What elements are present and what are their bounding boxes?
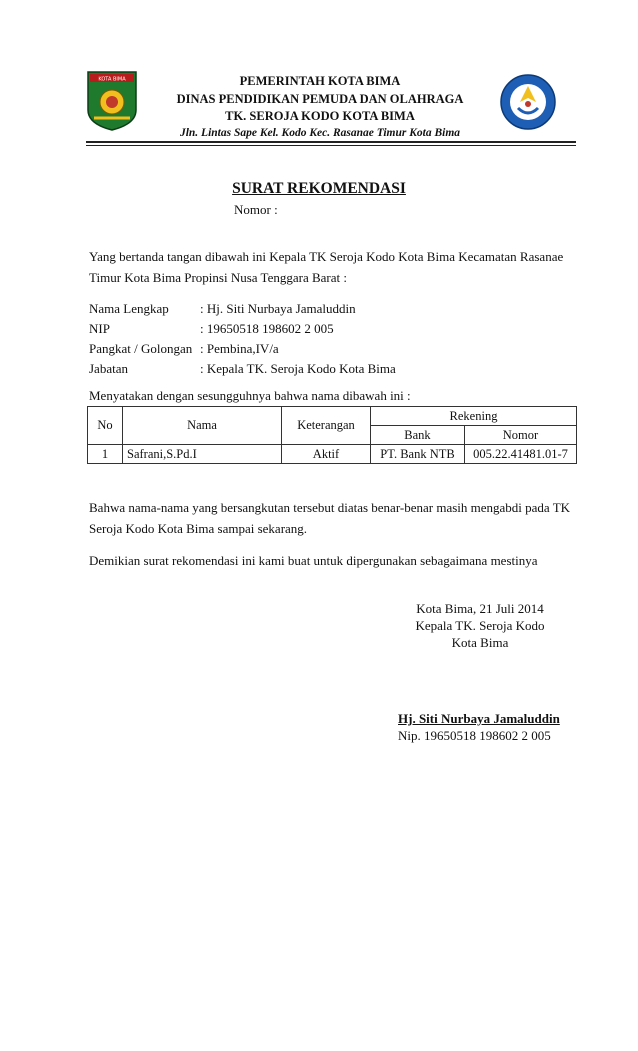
letterhead-address: Jln. Lintas Sape Kel. Kodo Kec. Rasanae Timur Kota Bima (179, 127, 461, 139)
identity-rank-row (89, 339, 279, 359)
letterhead-line1: PEMERINTAH KOTA BIMA (239, 74, 401, 88)
signature-position-1: Kepala TK. Seroja Kodo (415, 618, 545, 633)
tut-wuri-handayani-logo (498, 72, 558, 132)
header-keterangan: Keterangan (282, 407, 371, 445)
body-paragraph-2: Demikian surat rekomendasi ini kami buat untuk dipergunakan sebagaimana mestinya (89, 553, 538, 568)
header-nama: Nama (123, 407, 282, 445)
statement-line: Menyatakan dengan sesungguhnya bahwa nama dibawah ini : (89, 388, 411, 403)
identity-value: : Pembina,IV/a (200, 341, 279, 356)
cell-nama: Safrani,S.Pd.I (123, 445, 282, 464)
letterhead-line3: TK. SEROJA KODO KOTA BIMA (225, 109, 415, 123)
kota-bima-logo (86, 70, 138, 132)
cell-bank: PT. Bank NTB (371, 445, 465, 464)
header-nomor: Nomor (465, 426, 577, 445)
cell-nomor: 005.22.41481.01-7 (465, 445, 577, 464)
table-header-row (88, 407, 577, 426)
letterhead-rule-thin (86, 145, 576, 146)
header-rekening: Rekening (371, 407, 577, 426)
header-bank: Bank (371, 426, 465, 445)
cell-keterangan: Aktif (282, 445, 371, 464)
letterhead-rule-thick (86, 141, 576, 143)
identity-position-row (89, 359, 396, 379)
identity-label: Nama Lengkap (89, 301, 169, 316)
body-paragraph-1: Bahwa nama-nama yang bersangkutan tersebut diatas benar-benar masih mengabdi pada TK Seroja Kodo Kota Bima sampai sekarang. (89, 500, 571, 536)
intro-paragraph: Yang bertanda tangan dibawah ini Kepala TK Seroja Kodo Kota Bima Kecamatan Rasanae Timur Kota Bima Propinsi Nusa Tenggara Barat : (89, 249, 564, 285)
signature-place-date: Kota Bima, 21 Juli 2014 (416, 601, 544, 616)
account-table (87, 406, 577, 464)
identity-label: NIP (89, 321, 110, 336)
cell-no: 1 (88, 445, 123, 464)
svg-text:KOTA BIMA: KOTA BIMA (98, 76, 126, 83)
signature-nip: Nip. 19650518 198602 2 005 (398, 728, 551, 743)
identity-label: Jabatan (89, 361, 128, 376)
identity-name-row (89, 299, 356, 319)
header-no: No (88, 407, 123, 445)
identity-value: : Kepala TK. Seroja Kodo Kota Bima (200, 361, 396, 376)
identity-nip-row (89, 319, 334, 339)
identity-label: Pangkat / Golongan (89, 341, 193, 356)
signature-position-2: Kota Bima (451, 635, 509, 650)
table-row (88, 445, 577, 464)
identity-value: : Hj. Siti Nurbaya Jamaluddin (200, 301, 356, 316)
identity-value: : 19650518 198602 2 005 (200, 321, 334, 336)
letter-number: Nomor : (234, 202, 278, 217)
letter-title: SURAT REKOMENDASI (232, 180, 406, 197)
signature-name: Hj. Siti Nurbaya Jamaluddin (398, 711, 560, 726)
letterhead-line2: DINAS PENDIDIKAN PEMUDA DAN OLAHRAGA (176, 92, 464, 106)
